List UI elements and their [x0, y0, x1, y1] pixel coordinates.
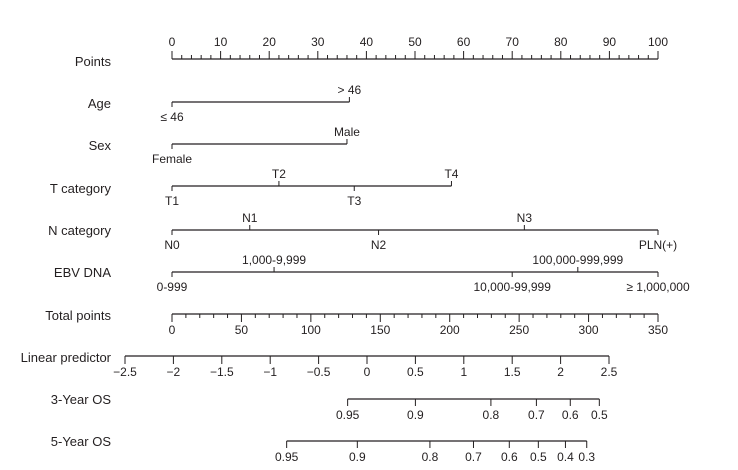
survival-tick-label-os_5yr: 0.5: [529, 450, 547, 464]
survival-tick-label-os_5yr: 0.3: [578, 450, 596, 464]
tick-label-linear_predictor: −2.5: [113, 365, 137, 379]
survival-tick-label-os_3yr: 0.5: [590, 408, 608, 422]
tick-label-linear_predictor: 0: [363, 365, 371, 379]
survival-tick-label-os_5yr: 0.7: [465, 450, 482, 464]
tick-label-linear_predictor: 1.5: [503, 365, 521, 379]
tick-label-points: 50: [408, 35, 422, 49]
row-label-ebv_dna: EBV DNA: [53, 265, 111, 280]
tick-label-points: 80: [554, 35, 568, 49]
tick-label-linear_predictor: 1: [460, 365, 468, 379]
row-label-sex: Sex: [88, 138, 111, 153]
tick-label-points: 10: [213, 35, 228, 49]
survival-tick-label-os_3yr: 0.8: [482, 408, 500, 422]
level-label-n_category: N1: [242, 211, 258, 225]
survival-tick-label-os_5yr: 0.8: [421, 450, 439, 464]
tick-label-linear_predictor: 0.5: [407, 365, 424, 379]
survival-tick-label-os_3yr: 0.9: [407, 408, 424, 422]
row-label-n_category: N category: [48, 223, 111, 238]
tick-label-total_points: 50: [234, 323, 249, 337]
tick-label-total_points: 0: [168, 323, 176, 337]
survival-tick-label-os_5yr: 0.6: [500, 450, 518, 464]
tick-label-linear_predictor: −2: [166, 365, 181, 379]
tick-label-linear_predictor: 2: [557, 365, 564, 379]
survival-tick-label-os_3yr: 0.6: [561, 408, 579, 422]
survival-tick-label-os_3yr: 0.95: [335, 408, 360, 422]
level-label-ebv_dna: 0-999: [156, 280, 188, 294]
tick-label-points: 40: [359, 35, 374, 49]
tick-label-total_points: 200: [439, 323, 460, 337]
tick-label-linear_predictor: −1: [263, 365, 278, 379]
row-label-age: Age: [87, 96, 111, 111]
level-label-n_category: N3: [516, 211, 533, 225]
level-label-sex: Male: [333, 125, 360, 139]
survival-tick-label-os_5yr: 0.9: [348, 450, 366, 464]
row-label-linear_predictor: Linear predictor: [20, 350, 111, 365]
tick-label-linear_predictor: −0.5: [306, 365, 331, 379]
tick-label-points: 70: [505, 35, 519, 49]
tick-label-total_points: 350: [647, 323, 669, 337]
level-label-ebv_dna: 1,000-9,999: [242, 253, 307, 267]
row-label-os_5yr: 5-Year OS: [50, 434, 111, 449]
level-label-t_category: T2: [271, 167, 286, 181]
row-label-total_points: Total points: [45, 308, 111, 323]
tick-label-total_points: 150: [370, 323, 391, 337]
level-label-age: ≤ 46: [160, 110, 184, 124]
row-label-os_3yr: 3-Year OS: [50, 392, 111, 407]
level-label-sex: Female: [151, 152, 193, 166]
tick-label-points: 20: [262, 35, 276, 49]
tick-label-linear_predictor: 2.5: [600, 365, 618, 379]
tick-label-points: 0: [168, 35, 176, 49]
level-label-t_category: T1: [164, 194, 180, 208]
level-label-ebv_dna: 100,000-999,999: [532, 253, 624, 267]
level-label-n_category: N2: [370, 238, 387, 252]
level-label-ebv_dna: ≥ 1,000,000: [626, 280, 690, 294]
tick-label-total_points: 300: [578, 323, 599, 337]
tick-label-points: 100: [647, 35, 669, 49]
survival-tick-label-os_3yr: 0.7: [528, 408, 545, 422]
tick-label-points: 60: [456, 35, 471, 49]
level-label-age: > 46: [337, 83, 362, 97]
row-label-points: Points: [74, 54, 111, 69]
tick-label-total_points: 100: [300, 323, 321, 337]
level-label-ebv_dna: 10,000-99,999: [473, 280, 551, 294]
tick-label-total_points: 250: [509, 323, 530, 337]
tick-label-points: 90: [602, 35, 617, 49]
level-label-n_category: N0: [164, 238, 180, 252]
tick-label-points: 30: [311, 35, 325, 49]
level-label-t_category: T3: [347, 194, 362, 208]
tick-label-linear_predictor: −1.5: [209, 365, 234, 379]
level-label-n_category: PLN(+): [638, 238, 678, 252]
survival-tick-label-os_5yr: 0.95: [274, 450, 299, 464]
level-label-t_category: T4: [444, 167, 459, 181]
survival-tick-label-os_5yr: 0.4: [557, 450, 574, 464]
row-label-t_category: T category: [49, 181, 111, 196]
